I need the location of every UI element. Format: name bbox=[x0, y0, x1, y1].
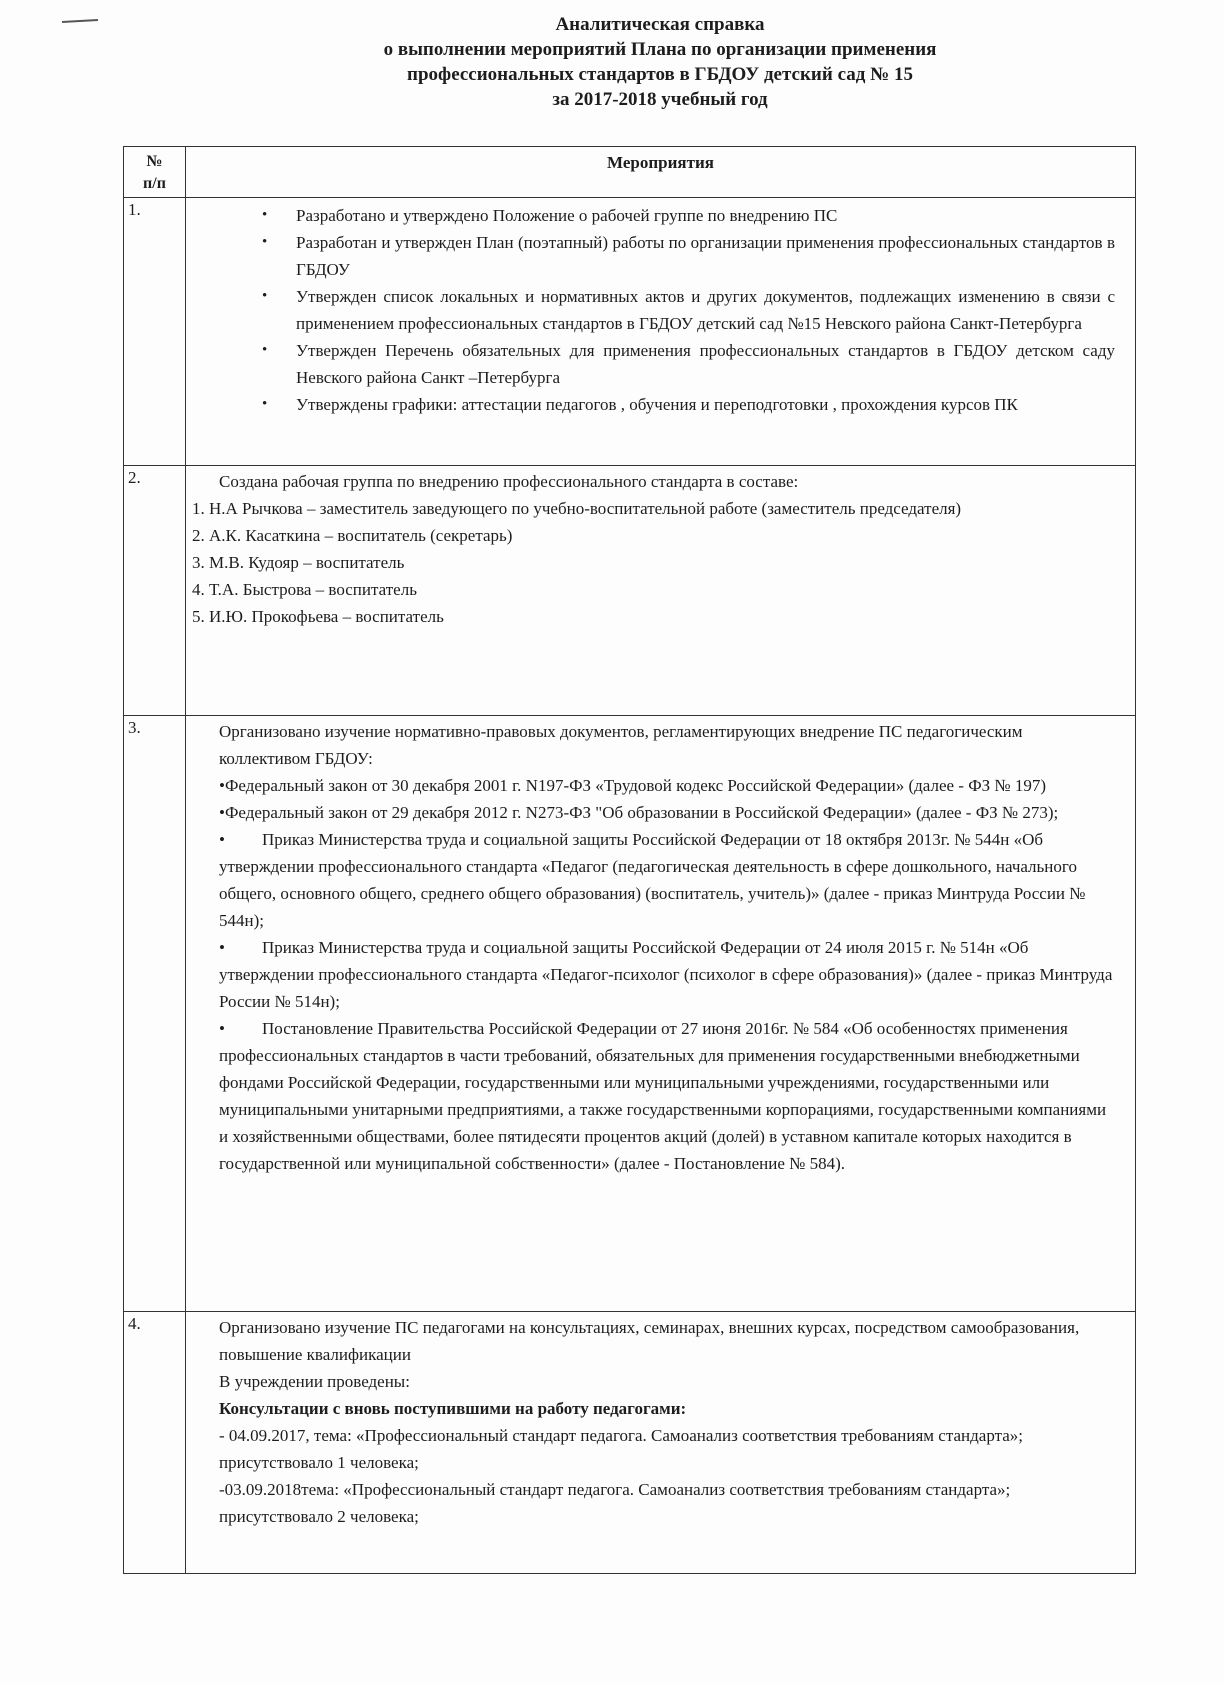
consultations-heading: Консультации с вновь поступившими на работу педагогами: bbox=[219, 1399, 687, 1418]
legal-doc-item: •Федеральный закон от 30 декабря 2001 г. N197-ФЗ «Трудовой кодекс Российской Федерации» (далее - ФЗ № 197) bbox=[219, 776, 1047, 795]
title-line-1: Аналитическая справка bbox=[555, 14, 765, 35]
title-line-2: о выполнении мероприятий Плана по организации применения bbox=[383, 39, 937, 60]
row-number: 3. bbox=[124, 716, 186, 1312]
legal-documents bbox=[186, 716, 1135, 1177]
list-item: • Утверждены графики: аттестации педагогов , обучения и переподготовки , прохождения курсов ПК bbox=[296, 391, 1115, 418]
row-content bbox=[186, 198, 1136, 466]
row-number: 4. bbox=[124, 1312, 186, 1574]
list-item: • Разработан и утвержден План (поэтапный) работы по организации применения профессиональных стандартов в ГБДОУ bbox=[296, 229, 1115, 283]
table-header-row bbox=[124, 147, 1136, 198]
column-header-events: Мероприятия bbox=[186, 147, 1136, 198]
column-header-number bbox=[124, 147, 186, 198]
legal-doc-item: • Приказ Министерства труда и социальной защиты Российской Федерации от 24 июля 2015 г. № 514н «Об утверждении профессионального стандарта «Педагог-психолог (психолог в сфере образования)» (далее - приказ Минтруда России № 514н); bbox=[219, 938, 1113, 1011]
legal-doc-item: • Приказ Министерства труда и социальной защиты Российской Федерации от 18 октября 2013г. № 544н «Об утверждении профессионального стандарта «Педагог (педагогическая деятельность в сфере дошкольного, начального общего, основного общего, среднего общего образования) (воспитатель, учитель)» (далее - приказ Минтруда России № 544н); bbox=[219, 830, 1086, 930]
scan-artifact-mark bbox=[62, 19, 98, 23]
table-row-2 bbox=[124, 466, 1136, 716]
study-section bbox=[186, 1312, 1135, 1530]
study-lead: Организовано изучение ПС педагогами на консультациях, семинарах, внешних курсах, посредством самообразования, повышение квалификации bbox=[219, 1318, 1080, 1364]
document-title bbox=[300, 12, 1020, 112]
member-item: 5. И.Ю. Прокофьева – воспитатель bbox=[192, 607, 444, 626]
study-subheading: В учреждении проведены: bbox=[219, 1372, 410, 1391]
working-group-lead: Создана рабочая группа по внедрению профессионального стандарта в составе: bbox=[219, 472, 799, 491]
legal-doc-item: • Постановление Правительства Российской Федерации от 27 июня 2016г. № 584 «Об особенностях применения профессиональных стандартов в части требований, обязательных для применения государственными внебюджетными фондами Российской Федерации, государственными или муниципальными учреждениями, государственными или муниципальными унитарными предприятиями, а также государственными корпорациями, государственными компаниями и хозяйственными обществами, более пятидесяти процентов акций (долей) в уставном капитале которых находится в государственной или муниципальной собственности» (далее - Постановление № 584). bbox=[219, 1019, 1107, 1173]
bullet-list bbox=[186, 198, 1135, 420]
table-row-1 bbox=[124, 198, 1136, 466]
events-table bbox=[123, 146, 1136, 1574]
row-content bbox=[186, 716, 1136, 1312]
member-item: 1. Н.А Рычкова – заместитель заведующего по учебно-воспитательной работе (заместитель председателя) bbox=[192, 499, 962, 518]
column-header-pp: п/п bbox=[143, 175, 166, 192]
member-item: 4. Т.А. Быстрова – воспитатель bbox=[192, 580, 417, 599]
row-content bbox=[186, 1312, 1136, 1574]
list-item: • Утвержден Перечень обязательных для применения профессиональных стандартов в ГБДОУ детском саду Невского района Санкт –Петербурга bbox=[296, 337, 1115, 391]
title-line-4: за 2017-2018 учебный год bbox=[552, 89, 768, 110]
table-row-3 bbox=[124, 716, 1136, 1312]
title-line-3: профессиональных стандартов в ГБДОУ детский сад № 15 bbox=[407, 64, 913, 85]
row-number: 2. bbox=[124, 466, 186, 716]
table-row-4 bbox=[124, 1312, 1136, 1574]
consultation-entry: -03.09.2018тема: «Профессиональный стандарт педагога. Самоанализ соответствия требованиям стандарта»; присутствовало 2 человека; bbox=[219, 1480, 1011, 1526]
working-group bbox=[186, 466, 1135, 630]
member-item: 2. А.К. Касаткина – воспитатель (секретарь) bbox=[192, 526, 513, 545]
row-number: 1. bbox=[124, 198, 186, 466]
legal-lead: Организовано изучение нормативно-правовых документов, регламентирующих внедрение ПС педагогическим коллективом ГБДОУ: bbox=[219, 722, 1023, 768]
column-header-number-sign: № bbox=[146, 153, 163, 170]
legal-doc-item: •Федеральный закон от 29 декабря 2012 г. N273-ФЗ "Об образовании в Российской Федерации» (далее - ФЗ № 273); bbox=[219, 803, 1059, 822]
list-item: • Утвержден список локальных и нормативных актов и других документов, подлежащих изменению в связи с применением профессиональных стандартов в ГБДОУ детский сад №15 Невского района Санкт-Петербурга bbox=[296, 283, 1115, 337]
list-item: • Разработано и утверждено Положение о рабочей группе по внедрению ПС bbox=[296, 202, 1115, 229]
row-content bbox=[186, 466, 1136, 716]
member-item: 3. М.В. Кудояр – воспитатель bbox=[192, 553, 405, 572]
consultation-entry: - 04.09.2017, тема: «Профессиональный стандарт педагога. Самоанализ соответствия требованиям стандарта»; присутствовало 1 человека; bbox=[219, 1426, 1024, 1472]
